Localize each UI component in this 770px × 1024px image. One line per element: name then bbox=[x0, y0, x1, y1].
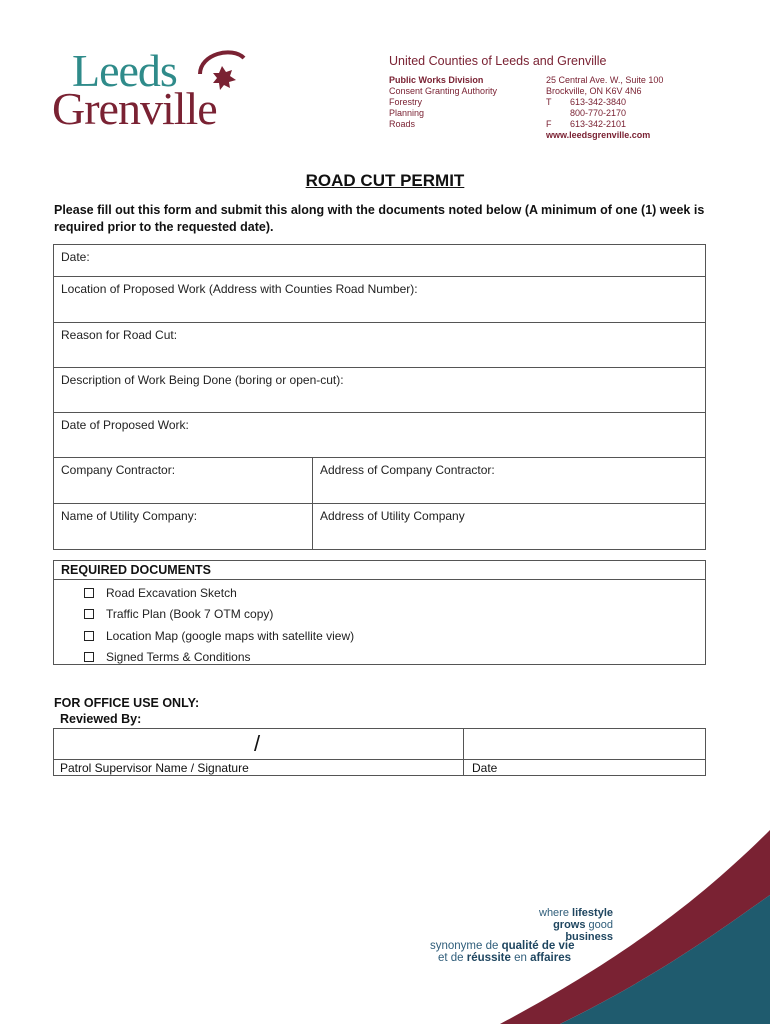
phone-line bbox=[546, 97, 663, 108]
checkbox[interactable] bbox=[84, 609, 94, 619]
office-use-heading: FOR OFFICE USE ONLY: bbox=[54, 696, 200, 710]
document-item[interactable] bbox=[84, 650, 251, 664]
document-label: Signed Terms & Conditions bbox=[106, 650, 251, 664]
maple-leaf-icon bbox=[192, 44, 252, 104]
slogan-bold: business bbox=[565, 931, 613, 943]
slogan-text: synonyme de bbox=[430, 940, 502, 952]
slogan-bold: grows bbox=[553, 919, 586, 931]
slogan-text: good bbox=[585, 919, 613, 931]
slogan-text: et de bbox=[438, 952, 467, 964]
required-documents bbox=[53, 560, 706, 665]
slogan-bold: lifestyle bbox=[572, 907, 613, 919]
intro-text: Please fill out this form and submit this along with the documents noted below (A minimum of one (1) week is required prior to the requested date). bbox=[54, 203, 705, 234]
slogan-french bbox=[430, 940, 610, 964]
contractor-row bbox=[54, 458, 705, 504]
slogan-bold: affaires bbox=[530, 952, 571, 964]
division-line: Forestry bbox=[389, 97, 423, 107]
logo-grenville: Grenville bbox=[52, 83, 217, 134]
phone-label: T bbox=[546, 97, 552, 107]
signature-separator: / bbox=[254, 731, 261, 756]
toll-free-number: 800-770-2170 bbox=[570, 108, 627, 118]
date-row[interactable] bbox=[54, 245, 705, 277]
reason-row[interactable] bbox=[54, 323, 705, 368]
document-item[interactable] bbox=[84, 607, 273, 621]
utility-address-field[interactable]: Address of Utility Company bbox=[320, 509, 465, 523]
description-row[interactable] bbox=[54, 368, 705, 413]
date-field[interactable]: Date: bbox=[61, 250, 90, 264]
description-field[interactable]: Description of Work Being Done (boring or open-cut): bbox=[61, 373, 344, 387]
office-use-table bbox=[53, 728, 706, 776]
fax-number: 613-342-2101 bbox=[570, 119, 627, 129]
phone-number: 613-342-3840 bbox=[570, 97, 627, 107]
division-line: Consent Granting Authority bbox=[389, 86, 498, 96]
utility-field[interactable]: Name of Utility Company: bbox=[54, 504, 313, 549]
division-line: Public Works Division bbox=[389, 75, 484, 85]
location-field[interactable]: Location of Proposed Work (Address with Counties Road Number): bbox=[61, 282, 418, 296]
address-line: 25 Central Ave. W., Suite 100 bbox=[546, 75, 664, 85]
signature-label: Patrol Supervisor Name / Signature bbox=[60, 761, 249, 775]
contractor-address-field[interactable]: Address of Company Contractor: bbox=[320, 463, 495, 477]
reviewed-by-label: Reviewed By: bbox=[60, 712, 142, 726]
slogan-text: en bbox=[510, 952, 531, 964]
location-row[interactable] bbox=[54, 277, 705, 323]
document-item[interactable] bbox=[84, 586, 237, 600]
page-title: ROAD CUT PERMIT bbox=[305, 171, 465, 190]
division-line: Roads bbox=[389, 119, 416, 129]
slogan-text: where bbox=[539, 907, 573, 919]
address-line: Brockville, ON K6V 4N6 bbox=[546, 86, 642, 96]
slogan-bold: qualité de vie bbox=[501, 940, 575, 952]
work-date-field[interactable]: Date of Proposed Work: bbox=[61, 418, 189, 432]
document-item[interactable] bbox=[84, 629, 354, 643]
fax-line bbox=[546, 119, 663, 130]
phone-line-2 bbox=[546, 108, 663, 119]
office-date-label: Date bbox=[472, 761, 498, 775]
document-label: Location Map (google maps with satellite view) bbox=[106, 629, 355, 643]
document-label: Road Excavation Sketch bbox=[106, 586, 237, 600]
work-date-row[interactable] bbox=[54, 413, 705, 458]
reason-field[interactable]: Reason for Road Cut: bbox=[61, 328, 178, 342]
permit-form bbox=[53, 244, 706, 550]
website-link[interactable]: www.leedsgrenville.com bbox=[546, 130, 651, 140]
contractor-field[interactable]: Company Contractor: bbox=[54, 458, 313, 503]
leeds-grenville-logo bbox=[52, 44, 252, 136]
checkbox[interactable] bbox=[84, 588, 94, 598]
division-list bbox=[389, 75, 497, 130]
slogan-bold: réussite bbox=[466, 952, 511, 964]
document-label: Traffic Plan (Book 7 OTM copy) bbox=[106, 607, 274, 621]
contact-block bbox=[546, 75, 663, 141]
fax-label: F bbox=[546, 119, 552, 129]
slogan-english bbox=[503, 907, 613, 943]
org-name: United Counties of Leeds and Grenville bbox=[389, 54, 607, 68]
division-line: Planning bbox=[389, 108, 425, 118]
utility-row bbox=[54, 504, 705, 549]
logo-leeds: Leeds bbox=[72, 45, 177, 96]
checkbox[interactable] bbox=[84, 652, 94, 662]
documents-heading: REQUIRED DOCUMENTS bbox=[61, 563, 212, 577]
checkbox[interactable] bbox=[84, 631, 94, 641]
